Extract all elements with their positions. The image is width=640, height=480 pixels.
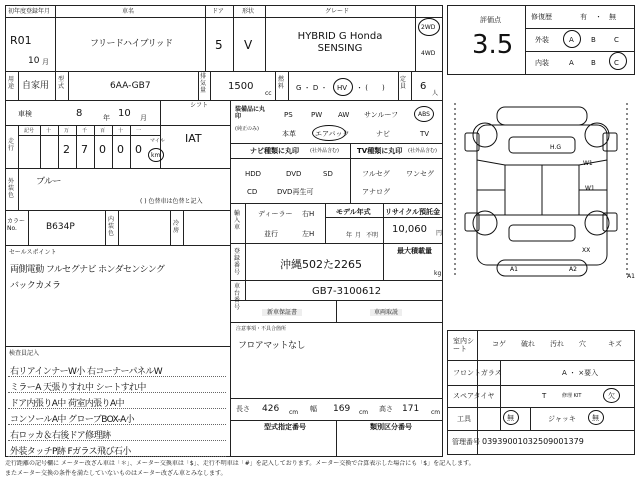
color-no: B634P bbox=[46, 222, 75, 232]
equip-pw: PW bbox=[311, 111, 323, 119]
tv-sub: (社外品含む) bbox=[408, 148, 437, 154]
grade-line2: SENSING bbox=[317, 43, 363, 54]
int-grade-a: A bbox=[569, 59, 574, 67]
height-unit: cm bbox=[431, 409, 441, 416]
max-load-unit: kg bbox=[434, 270, 442, 277]
import-parallel: 並行 bbox=[264, 230, 278, 238]
aircon-label: 冷房 bbox=[173, 220, 180, 234]
navi-dvd-play: DVD再生可 bbox=[277, 188, 314, 196]
sales-line2: バックカメラ bbox=[10, 281, 61, 291]
sales-label: セールスポイント bbox=[9, 249, 57, 256]
grade-line1: HYBRID G Honda bbox=[297, 31, 383, 42]
mileage-label: 走行 bbox=[8, 138, 15, 152]
navi-label: ナビ種類に丸印 bbox=[250, 147, 299, 155]
int-grade-c: C bbox=[614, 59, 619, 67]
diag-hg: H.G bbox=[550, 144, 561, 151]
use-label: 用途 bbox=[8, 76, 15, 90]
footer-line1: 走行距離の記号欄に メーター改ざん車は「＊」、メーター交換車は「$」、走行不明車は「#」を記入しております。メーター交換で合算表示した場合にも「$」を記入します。 bbox=[5, 460, 475, 467]
car-damage-diagram bbox=[447, 95, 635, 285]
manual-button: 車両取説 bbox=[370, 309, 402, 316]
reg-month: 10 bbox=[28, 56, 40, 66]
mgmt-number: 03939001032509001379 bbox=[482, 437, 584, 446]
diag-a2: A2 bbox=[569, 266, 577, 273]
jack-label: ジャッキ bbox=[548, 415, 576, 423]
capacity-unit: 人 bbox=[432, 90, 439, 97]
reg-era: R01 bbox=[10, 34, 32, 47]
drive-2wd: 2WD bbox=[421, 24, 436, 31]
cabin-item: 汚れ bbox=[550, 340, 564, 348]
score-label: 評価点 bbox=[480, 16, 501, 24]
shape-label: 形状 bbox=[242, 8, 255, 15]
tv-fullseg: フルセグ bbox=[362, 170, 390, 178]
front-glass-value: A ・ ×要入 bbox=[562, 369, 599, 377]
int-grade-label: 内装 bbox=[535, 59, 549, 67]
displacement-label: 排気量 bbox=[200, 73, 207, 94]
new-car-warranty-button: 新車保証書 bbox=[262, 309, 302, 316]
navi-hdd: HDD bbox=[245, 170, 262, 178]
class-label: 類別区分番号 bbox=[370, 423, 412, 431]
inspector-note-line: ドア内張りA中 荷室内張りA中 bbox=[10, 399, 124, 409]
width: 169 bbox=[333, 404, 351, 414]
recycle-unit: 円 bbox=[436, 230, 443, 237]
cabin-item: 穴 bbox=[579, 340, 586, 348]
import-left: 左H bbox=[302, 230, 315, 238]
spare-none: 欠 bbox=[608, 392, 615, 400]
inspection-month-unit: 月 bbox=[140, 114, 147, 122]
navi-sub: (社外品含む) bbox=[310, 148, 339, 154]
inspector-label: 検査員記入 bbox=[9, 350, 40, 357]
cabin-item: コゲ bbox=[492, 340, 506, 348]
interior-color-label: 内装色 bbox=[108, 216, 115, 237]
plate-label: 登録番号 bbox=[234, 248, 241, 276]
color-no-label: カラーNo. bbox=[7, 218, 26, 232]
drive-4wd: 4WD bbox=[421, 50, 436, 57]
type-label: 型式 bbox=[58, 76, 65, 90]
cabin-item: 破れ bbox=[521, 340, 535, 348]
mileage-digit: 0 bbox=[99, 143, 106, 156]
length: 426 bbox=[262, 404, 280, 414]
inspector-note-line: 右リアインナーW小 右コーナーパネルW bbox=[10, 367, 162, 377]
diag-a1-a: A1 bbox=[510, 266, 518, 273]
diag-a1-b: A1 bbox=[627, 273, 635, 280]
model-label: 車名 bbox=[122, 8, 135, 15]
grade-label: グレード bbox=[325, 8, 350, 15]
exterior-color: ブルー bbox=[36, 177, 61, 187]
recycle-label: リサイクル預託金 bbox=[385, 208, 441, 216]
inspection-month: 10 bbox=[118, 108, 131, 119]
mileage-digit: 0 bbox=[117, 143, 124, 156]
use-value: 自家用 bbox=[22, 81, 50, 91]
equip-sunroof: サンルーフ bbox=[364, 111, 399, 119]
equip-ps: PS bbox=[284, 111, 293, 119]
equipment-label: 装備品に丸印 bbox=[235, 106, 266, 120]
shift-label: シフト bbox=[190, 102, 209, 109]
inspection-label: 車検 bbox=[18, 110, 32, 118]
repair-sep: ・ bbox=[595, 13, 602, 21]
equip-navi: ナビ bbox=[376, 130, 390, 138]
navi-sd: SD bbox=[323, 170, 333, 178]
exterior-note: ( ) 色替車は色替と記入 bbox=[140, 198, 203, 205]
displacement-unit: cc bbox=[265, 90, 272, 97]
length-label: 長さ bbox=[236, 405, 250, 413]
notes-label: 注意事項・不具合箇所 bbox=[236, 326, 287, 332]
equip-abs: ABS bbox=[418, 111, 430, 118]
height: 171 bbox=[402, 404, 420, 414]
capacity-label: 定員 bbox=[400, 76, 407, 90]
plate-number: 沖縄502た2265 bbox=[280, 258, 362, 271]
tools-none: 無 bbox=[507, 414, 514, 422]
footer-line2: またメーター交換の条件を満たしていないものはメーター改ざん車とみなします。 bbox=[5, 470, 227, 477]
exterior-label: 外装色 bbox=[8, 178, 15, 199]
capacity: 6 bbox=[420, 81, 427, 92]
import-label: 輸入車 bbox=[234, 210, 241, 231]
fuel-label: 燃料 bbox=[278, 76, 285, 90]
model-year-label: モデル年式 bbox=[336, 208, 371, 216]
max-load-label: 最大積載量 bbox=[397, 247, 432, 255]
km-label: km bbox=[151, 152, 161, 159]
notes-value: フロアマットなし bbox=[238, 341, 305, 351]
ext-grade-b: B bbox=[591, 36, 596, 44]
chassis-number: GB7-3100612 bbox=[312, 286, 382, 297]
int-grade-b: B bbox=[591, 59, 596, 67]
front-glass-label: フロントガラス bbox=[453, 369, 502, 377]
navi-dvd: DVD bbox=[286, 170, 302, 178]
inspector-note-line: 外装タッチP跡 Fガラス飛び石小 bbox=[10, 447, 131, 457]
diag-xx: XX bbox=[582, 247, 591, 254]
displacement: 1500 bbox=[228, 81, 254, 92]
car-model: フリードハイブリッド bbox=[90, 39, 173, 49]
mileage-digit-label: 万 bbox=[64, 128, 70, 134]
mileage-digit: 2 bbox=[63, 143, 70, 156]
spare-kit: 修理 KIT bbox=[562, 393, 582, 399]
score-value: 3.5 bbox=[472, 30, 514, 60]
reg-month-unit: 月 bbox=[42, 58, 49, 66]
inspector-note-line: ミラーA 天張りすれ中 シートすれ中 bbox=[10, 383, 146, 393]
height-label: 高さ bbox=[379, 405, 393, 413]
diag-w1-b: W1 bbox=[585, 185, 595, 192]
cabin-item: キズ bbox=[608, 340, 622, 348]
inspection-year-unit: 年 bbox=[103, 114, 110, 122]
reg-year-label: 初年度登録年月 bbox=[8, 8, 51, 15]
door-label: ドア bbox=[212, 8, 224, 15]
shift-value: IAT bbox=[185, 132, 202, 145]
equip-aw: AW bbox=[338, 111, 350, 119]
import-dealer: ディーラー bbox=[258, 210, 293, 218]
cabin-label: 室内シート bbox=[453, 337, 474, 353]
model-year-unknown: 不明 bbox=[366, 232, 379, 239]
navi-cd: CD bbox=[247, 188, 258, 196]
spare-label: スペアタイヤ bbox=[453, 392, 495, 400]
mileage-digit: 0 bbox=[135, 143, 142, 156]
mgmt-label: 管理番号 bbox=[452, 438, 480, 446]
recycle-value: 10,060 bbox=[392, 224, 427, 235]
inspector-note-line: コンソールA中 グローブBOX-A小 bbox=[10, 415, 135, 425]
repair-has: 有 bbox=[580, 13, 587, 21]
ext-grade-c: C bbox=[614, 36, 619, 44]
tv-analog: アナログ bbox=[362, 188, 390, 196]
equip-tv: TV bbox=[420, 130, 430, 138]
mileage-digit-label: 百 bbox=[100, 128, 106, 134]
spare-t: T bbox=[542, 392, 547, 400]
fuel-other: ・ ( ) bbox=[356, 84, 385, 92]
ext-grade-a: A bbox=[569, 36, 574, 44]
tv-oneseg: ワンセグ bbox=[406, 170, 434, 178]
mileage-digit: 7 bbox=[81, 143, 88, 156]
import-right: 右H bbox=[302, 210, 315, 218]
equip-leather: 本革 bbox=[282, 130, 296, 138]
tv-label: TV種類に丸印 bbox=[357, 147, 403, 155]
ext-grade-label: 外装 bbox=[535, 36, 549, 44]
shape-value: V bbox=[244, 38, 253, 52]
equipment-sub: (純正のみ) bbox=[235, 126, 259, 132]
fuel-options: G ・ D ・ bbox=[296, 84, 328, 92]
sales-line1: 両側電動 フルセグナビ ホンダセンシング bbox=[10, 265, 165, 275]
width-unit: cm bbox=[359, 409, 369, 416]
repair-none: 無 bbox=[609, 13, 616, 21]
repair-label: 修復歴 bbox=[531, 13, 552, 21]
mileage-side-label: 記号 bbox=[24, 128, 35, 134]
mileage-digit-label: 千 bbox=[82, 128, 88, 134]
door-count: 5 bbox=[215, 38, 223, 52]
inspection-year: 8 bbox=[76, 108, 83, 119]
fuel-hv: HV bbox=[337, 84, 348, 92]
mile-label: マイル bbox=[150, 138, 165, 144]
length-unit: cm bbox=[289, 409, 299, 416]
model-code: 6AA-GB7 bbox=[110, 81, 151, 91]
model-year-unit: 年 bbox=[346, 232, 353, 239]
diag-w1-a: W1 bbox=[583, 160, 593, 167]
model-month-unit: 月 bbox=[355, 232, 362, 239]
tools-label: 工具 bbox=[457, 415, 471, 423]
inspector-note-line: 右ロッカ＆右後ドア修理跡 bbox=[10, 431, 111, 441]
width-label: 幅 bbox=[310, 405, 317, 413]
jack-none: 無 bbox=[592, 414, 599, 422]
mileage-digit-label: 十 bbox=[118, 128, 124, 134]
mileage-digit-label: 一 bbox=[136, 128, 142, 134]
mileage-digit-label: 十 bbox=[46, 128, 52, 134]
designation-label: 型式指定番号 bbox=[264, 423, 306, 431]
equip-airbag: エアバック bbox=[315, 130, 350, 138]
chassis-label: 車台番号 bbox=[234, 283, 241, 311]
